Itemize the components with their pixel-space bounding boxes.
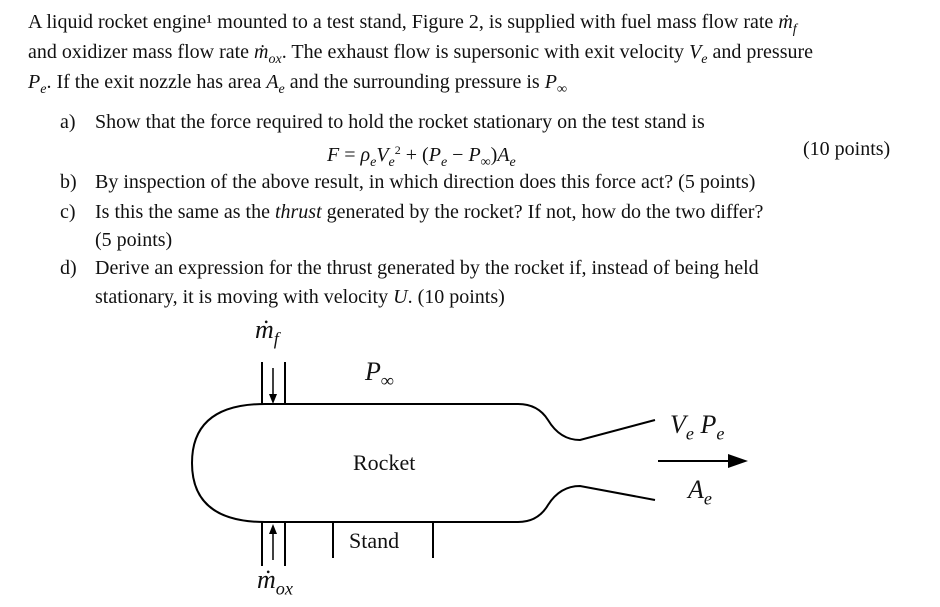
exit-area-label: $A_e$	[688, 475, 712, 509]
part-d-text: Derive an expression for the thrust generated by the rocket if, instead of being held	[95, 257, 759, 279]
part-c-text-2: (5 points)	[95, 229, 173, 251]
intro-text-3b: . If the exit nozzle has area	[46, 71, 267, 93]
fuel-flow-symbol: ṁ$_f$	[778, 11, 797, 37]
intro-text-1: A liquid rocket engine¹ mounted to a test stand, Figure 2, is supplied with fuel mass flow rate	[28, 11, 779, 33]
stand-label: Stand	[349, 528, 400, 553]
equation: $F = \rho_eV_e^2 + (P_e - P_\infty)A_e$	[327, 143, 516, 171]
ox-flow-label: ṁ$_{ox}$	[257, 565, 293, 599]
intro-text-2b: . The exhaust flow is supersonic with exit velocity	[281, 41, 690, 63]
intro-text-3d: and the surrounding pressure is	[284, 71, 545, 93]
ox-flow-symbol: ṁ$_{ox}$	[254, 41, 282, 67]
rocket-body-lower	[265, 486, 655, 522]
exit-pressure-symbol: $P_e$	[28, 71, 47, 97]
equation-points: (10 points)	[803, 138, 891, 160]
ambient-pressure-symbol: $P_\infty$	[544, 71, 567, 97]
ambient-pressure-label: $P_\infty$	[365, 357, 394, 391]
rocket-label: Rocket	[353, 450, 416, 475]
part-b-label: b)	[60, 171, 77, 193]
intro-text-2c: and pressure	[707, 41, 814, 63]
intro-text-2a: and oxidizer mass flow rate	[28, 41, 255, 63]
part-b-text: By inspection of the above result, in which direction does this force act? (5 points)	[95, 171, 756, 193]
exit-area-symbol: $A_e$	[266, 71, 285, 97]
fuel-flow-label: ṁ$_f$	[255, 315, 279, 349]
part-c-label: c)	[60, 201, 76, 223]
part-a-text: Show that the force required to hold the rocket stationary on the test stand is	[95, 111, 705, 133]
rocket-body-outline	[265, 404, 655, 440]
part-d-label: d)	[60, 257, 77, 279]
part-d-text-2: stationary, it is moving with velocity U. (10 points)	[95, 286, 505, 308]
part-c-text: Is this the same as the thrust generated by the rocket? If not, how do the two differ?	[95, 201, 764, 223]
part-a-label: a)	[60, 111, 76, 133]
exit-velocity-symbol: $V_e$	[689, 41, 708, 67]
exit-velocity-pressure-label: $V_e$ $P_e$	[670, 410, 725, 444]
rocket-nose	[192, 404, 265, 522]
